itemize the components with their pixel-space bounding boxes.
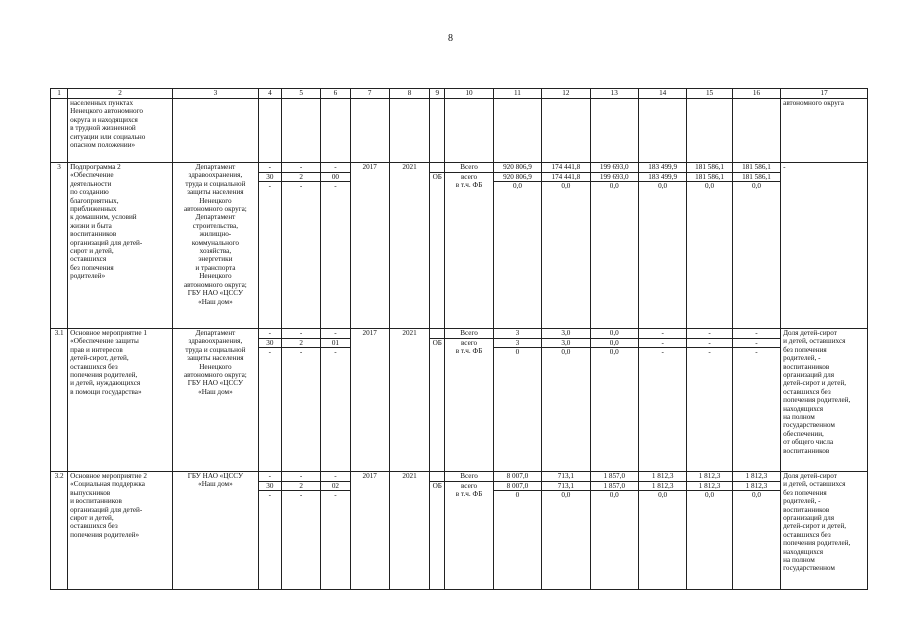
code-c (321, 99, 350, 163)
code-a (258, 163, 281, 329)
code-c (321, 163, 350, 329)
start-year: 2017 (350, 329, 389, 472)
amount-y2017-value: 0,0 (561, 491, 571, 500)
funding-kind-value (445, 99, 492, 108)
header-cell: 5 (281, 89, 320, 99)
amount-y2018-value: 0,0 (609, 491, 619, 500)
amount-y2018-value: 0,0 (591, 329, 638, 339)
amount-y2021-value (733, 108, 780, 117)
start-year: 2017 (350, 472, 389, 590)
funding-source (430, 329, 445, 472)
amount-y2020 (687, 472, 732, 590)
code-c-value: - (321, 472, 349, 482)
code-c-value: 00 (321, 173, 349, 183)
table-row (51, 329, 868, 472)
header-cell: 7 (350, 89, 389, 99)
funding-source-value (430, 108, 444, 117)
code-b-value (282, 99, 320, 108)
funding-source-value: ОБ (432, 172, 442, 181)
amount-y2017-value (542, 99, 589, 108)
row-number: 3.2 (51, 472, 68, 590)
amount-y2017-value: 174 441,8 (542, 163, 589, 173)
activity-name: Подпрограмма 2 «Обеспечение деятельности по созданию благоприятных, приближенных к домашним, условий жизни и быта воспитанников организаций для детей- сирот и детей, оставшихся без попечения родителей» (68, 163, 173, 329)
amount-total-value: 920 806,9 (494, 163, 541, 173)
amount-y2017 (542, 472, 590, 590)
funding-kind-value: в т.ч. ФБ (455, 490, 483, 499)
amount-y2020-value: - (708, 348, 711, 357)
row-number: 3 (51, 163, 68, 329)
funding-source (430, 163, 445, 329)
code-a (258, 472, 281, 590)
code-a-value: 30 (259, 482, 281, 492)
table-row (51, 99, 868, 163)
amount-y2017-value (542, 108, 589, 117)
funding-source-value (430, 181, 444, 190)
amount-y2017-value (542, 116, 589, 125)
amount-y2019-value: 183 499,9 (639, 173, 686, 183)
code-a-value: - (259, 163, 281, 173)
funding-source-value: ОБ (432, 481, 442, 490)
executor: Департамент здравоохранения, труда и социальной защиты населения Ненецкого автономного округа; Департамент строительства, жилищно- коммунального хозяйства, энергетики и транспорта Ненецкого автономного округа; ГБУ НАО «ЦССУ «Наш дом» (173, 163, 259, 329)
amount-y2020 (687, 163, 732, 329)
funding-kind-value: в т.ч. ФБ (455, 181, 483, 190)
amount-y2018-value: 0,0 (591, 339, 638, 349)
amount-y2021-value (733, 99, 780, 108)
row-number: 3.1 (51, 329, 68, 472)
amount-total-value: 8 007,0 (494, 472, 541, 482)
code-a-value: - (268, 491, 272, 500)
amount-y2018-value: 199 693,0 (591, 173, 638, 183)
start-year (350, 99, 389, 163)
code-b-value: 2 (282, 482, 320, 492)
amount-y2017-value: 3,0 (542, 329, 589, 339)
table-row (51, 163, 868, 329)
amount-y2021-value: 0,0 (751, 182, 761, 191)
code-b-value: - (282, 163, 320, 173)
amount-y2020-value (687, 99, 731, 108)
code-b (281, 472, 320, 590)
amount-y2017 (542, 99, 590, 163)
amount-y2020 (687, 329, 732, 472)
header-cell: 16 (732, 89, 780, 99)
amount-y2021 (732, 329, 780, 472)
funding-kind-value: всего (460, 172, 478, 181)
amount-y2019-value: - (639, 339, 686, 349)
amount-y2019-value: 0,0 (658, 491, 668, 500)
amount-total-value: 0 (515, 348, 520, 357)
funding-source-value (430, 329, 444, 339)
header-cell: 4 (258, 89, 281, 99)
code-c-value: - (334, 182, 337, 191)
end-year (389, 99, 429, 163)
header-cell: 1 (51, 89, 68, 99)
code-b-value: - (299, 348, 303, 357)
amount-y2021-value: - (755, 348, 758, 357)
amount-y2020-value: 181 586,1 (687, 163, 731, 173)
funding-kind (445, 472, 493, 590)
end-year: 2021 (389, 163, 429, 329)
amount-y2017 (542, 329, 590, 472)
target-indicator: автономного округа (781, 99, 868, 163)
code-c (321, 472, 350, 590)
program-table (50, 88, 868, 590)
amount-y2021 (732, 99, 780, 163)
amount-y2020-value: 0,0 (705, 491, 715, 500)
amount-total-value: 3 (494, 329, 541, 339)
activity-name: Основное мероприятие 2 «Социальная поддержка выпускников и воспитанников организаций для детей- сирот и детей, оставшихся без попечения родителей» (68, 472, 173, 590)
end-year: 2021 (389, 329, 429, 472)
amount-y2021 (732, 163, 780, 329)
funding-kind (445, 99, 493, 163)
code-b-value: - (299, 182, 303, 191)
amount-y2019 (638, 99, 686, 163)
funding-source-value (430, 116, 444, 125)
code-b-value (282, 116, 320, 125)
code-b-value: 2 (282, 339, 320, 349)
amount-y2017-value: 174 441,8 (542, 173, 589, 183)
header-row (51, 89, 868, 99)
amount-y2018-value (591, 116, 638, 125)
code-c-value: - (321, 329, 349, 339)
header-cell: 2 (68, 89, 173, 99)
amount-y2017-value: 0,0 (561, 348, 571, 357)
amount-y2019-value (639, 108, 686, 117)
target-indicator: Доля детей-сирот и детей, оставшихся без попечения родителей, - воспитанников организаций для детей-сирот и детей, оставшихся без попечения родителей, находящихся на полном государственном (781, 472, 868, 590)
amount-y2017 (542, 163, 590, 329)
amount-y2018-value: 1 857,0 (591, 472, 638, 482)
code-a-value: - (259, 329, 281, 339)
code-a-value (259, 108, 281, 117)
amount-y2021-value (733, 116, 780, 125)
amount-y2019 (638, 472, 686, 590)
amount-y2019-value: 183 499,9 (639, 163, 686, 173)
amount-total-value: 920 806,9 (494, 173, 541, 183)
code-c (321, 329, 350, 472)
funding-kind-value: всего (460, 338, 478, 347)
executor (173, 99, 259, 163)
amount-y2019-value: 0,0 (658, 182, 668, 191)
funding-source (430, 472, 445, 590)
funding-kind (445, 163, 493, 329)
code-c-value: - (321, 163, 349, 173)
code-c-value: - (334, 348, 337, 357)
funding-kind-value (445, 116, 492, 125)
header-cell: 9 (430, 89, 445, 99)
amount-y2019-value: - (661, 348, 664, 357)
amount-y2021-value: - (733, 329, 780, 339)
amount-y2021-value: 181 586,1 (733, 173, 780, 183)
code-b (281, 99, 320, 163)
funding-source-value: ОБ (432, 338, 442, 347)
funding-source-value (430, 163, 444, 173)
amount-y2018 (590, 472, 638, 590)
header-cell: 11 (493, 89, 541, 99)
code-b-value: 2 (282, 173, 320, 183)
amount-y2017-value: 713,1 (542, 472, 589, 482)
code-a (258, 99, 281, 163)
amount-y2019-value: - (639, 329, 686, 339)
header-cell: 17 (781, 89, 868, 99)
funding-source-value (430, 347, 444, 356)
code-b (281, 329, 320, 472)
amount-total-value (494, 99, 541, 108)
code-a-value (259, 116, 281, 125)
target-indicator: - (781, 163, 868, 329)
amount-total (493, 163, 541, 329)
code-c-value: 01 (321, 339, 349, 349)
executor: ГБУ НАО «ЦССУ «Наш дом» (173, 472, 259, 590)
amount-y2018 (590, 163, 638, 329)
funding-kind-value: Всего (445, 472, 492, 482)
header-cell: 12 (542, 89, 590, 99)
executor: Департамент здравоохранения, труда и социальной защиты населения Ненецкого автономного округа; ГБУ НАО «ЦССУ «Наш дом» (173, 329, 259, 472)
funding-kind-value: всего (460, 481, 478, 490)
amount-y2019-value (639, 99, 686, 108)
amount-total-value: 3 (494, 339, 541, 349)
amount-y2019-value (639, 116, 686, 125)
activity-name: населенных пунктах Ненецкого автономного округа и находящихся в трудной жизненной ситуации или социально опасном положении» (68, 99, 173, 163)
funding-kind-value: в т.ч. ФБ (455, 347, 483, 356)
amount-y2021-value: - (733, 339, 780, 349)
start-year: 2017 (350, 163, 389, 329)
target-indicator: Доля детей-сирот и детей, оставшихся без попечения родителей, - воспитанников организаций для детей-сирот и детей, оставшихся без попечения родителей, находящихся на полном государственном обеспечении, от общего числа воспитанников (781, 329, 868, 472)
header-cell: 13 (590, 89, 638, 99)
funding-source-value (430, 472, 444, 482)
funding-source-value (430, 99, 444, 108)
amount-y2018-value: 0,0 (609, 348, 619, 357)
amount-y2018-value: 0,0 (609, 182, 619, 191)
amount-total-value (494, 108, 541, 117)
amount-y2019 (638, 163, 686, 329)
activity-name: Основное мероприятие 1 «Обеспечение защиты прав и интересов детей-сирот, детей, оставшихся без попечения родителей, и детей, нуждающихся в помощи государства» (68, 329, 173, 472)
code-b-value: - (299, 491, 303, 500)
amount-y2017-value: 3,0 (542, 339, 589, 349)
code-a-value (259, 99, 281, 108)
amount-y2021 (732, 472, 780, 590)
amount-y2017-value: 713,1 (542, 482, 589, 492)
amount-y2020-value: - (687, 339, 731, 349)
amount-y2019 (638, 329, 686, 472)
code-b (281, 163, 320, 329)
header-cell: 14 (638, 89, 686, 99)
amount-y2020-value: 181 586,1 (687, 173, 731, 183)
code-a-value: 30 (259, 173, 281, 183)
amount-total (493, 99, 541, 163)
funding-kind-value (445, 108, 492, 117)
header-cell: 3 (173, 89, 259, 99)
amount-y2018-value (591, 99, 638, 108)
amount-y2018 (590, 329, 638, 472)
code-c-value: 02 (321, 482, 349, 492)
amount-y2018 (590, 99, 638, 163)
amount-y2021-value: 1 812,3 (733, 482, 780, 492)
amount-y2020-value: 0,0 (705, 182, 715, 191)
amount-y2019-value: 1 812,3 (639, 472, 686, 482)
amount-total-value: 8 007,0 (494, 482, 541, 492)
code-a-value: - (268, 182, 272, 191)
header-cell: 15 (687, 89, 732, 99)
code-a-value: 30 (259, 339, 281, 349)
end-year: 2021 (389, 472, 429, 590)
amount-total-value: 0 (515, 491, 520, 500)
code-a-value: - (259, 472, 281, 482)
code-c-value (321, 116, 349, 125)
code-c-value: - (334, 491, 337, 500)
funding-kind-value: Всего (445, 329, 492, 339)
amount-y2017-value: 0,0 (561, 182, 571, 191)
amount-y2021-value: 181 586,1 (733, 163, 780, 173)
amount-y2020-value: - (687, 329, 731, 339)
table-row (51, 472, 868, 590)
amount-total-value: 0,0 (512, 182, 522, 191)
amount-y2019-value: 1 812,3 (639, 482, 686, 492)
header-cell: 6 (321, 89, 350, 99)
code-c-value (321, 99, 349, 108)
amount-y2020-value: 1 812,3 (687, 482, 731, 492)
amount-y2018-value: 199 693,0 (591, 163, 638, 173)
amount-y2020-value: 1 812,3 (687, 472, 731, 482)
funding-kind-value: Всего (445, 163, 492, 173)
amount-total (493, 329, 541, 472)
code-c-value (321, 108, 349, 117)
code-b-value: - (282, 329, 320, 339)
amount-total (493, 472, 541, 590)
amount-y2021-value: 1 812,3 (733, 472, 780, 482)
header-cell: 10 (445, 89, 493, 99)
code-b-value (282, 108, 320, 117)
amount-y2018-value (591, 108, 638, 117)
amount-y2018-value: 1 857,0 (591, 482, 638, 492)
header-cell: 8 (389, 89, 429, 99)
amount-y2020-value (687, 108, 731, 117)
row-number (51, 99, 68, 163)
amount-y2021-value: 0,0 (751, 491, 761, 500)
funding-kind (445, 329, 493, 472)
amount-y2020-value (687, 116, 731, 125)
funding-source (430, 99, 445, 163)
funding-source-value (430, 490, 444, 499)
amount-y2020 (687, 99, 732, 163)
amount-total-value (494, 116, 541, 125)
code-a-value: - (268, 348, 272, 357)
code-b-value: - (282, 472, 320, 482)
code-a (258, 329, 281, 472)
page-number: 8 (448, 33, 453, 44)
